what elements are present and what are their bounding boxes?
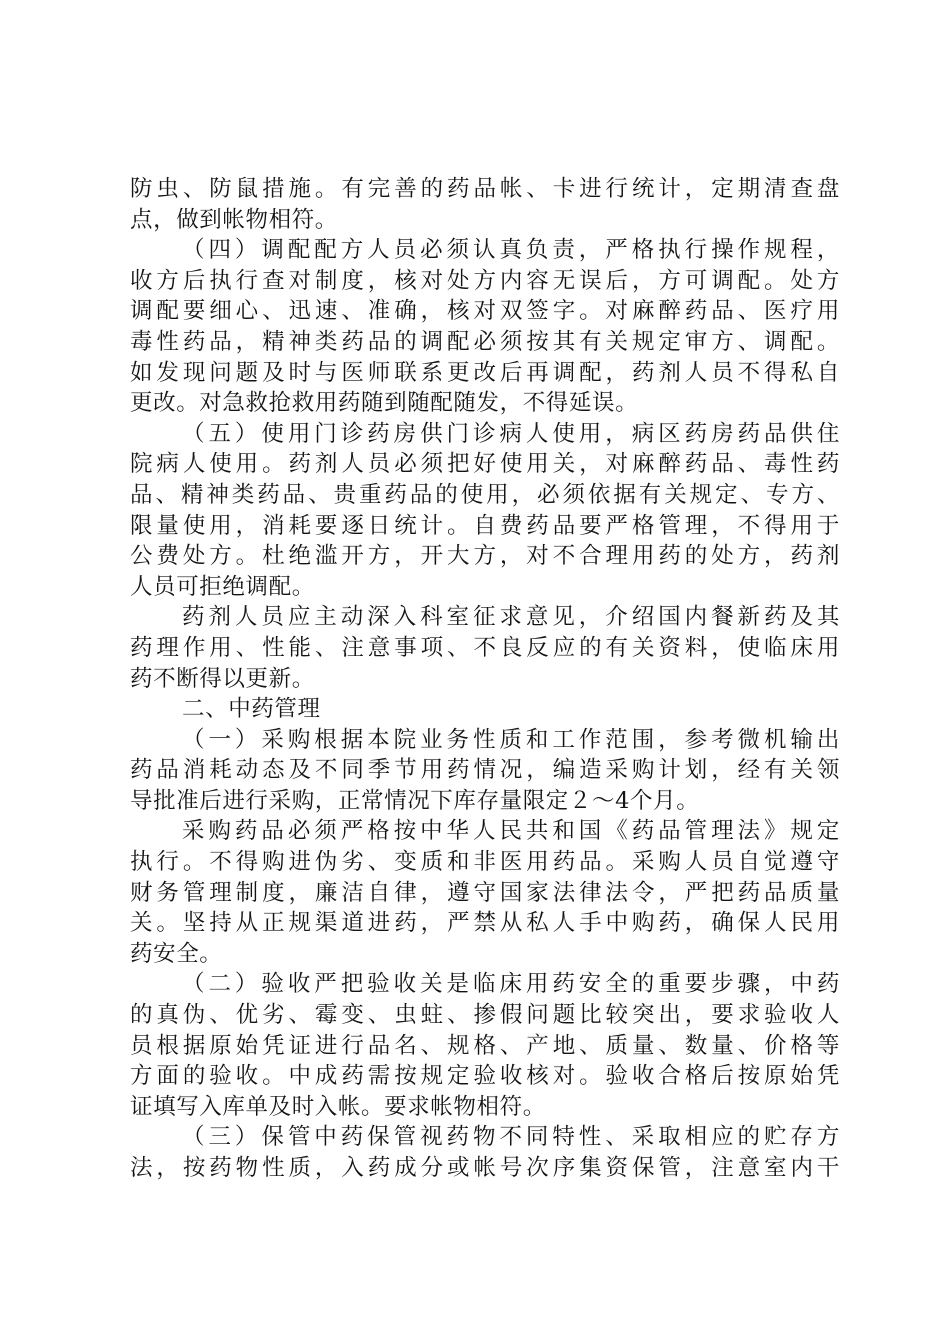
text-line: 药品消耗动态及不同季节用药情况，编造采购计划，经有关领 (130, 757, 840, 784)
paragraph (130, 235, 840, 419)
text-line: 员根据原始凭证进行品名、规格、产地、质量、数量、价格等 (130, 1032, 840, 1059)
text-line: 证填写入库单及时入帐。要求帐物相符。 (130, 1093, 546, 1120)
text-line: 执行。不得购进伪劣、变质和非医用药品。采购人员自觉遵守 (130, 849, 840, 876)
text-line: 的真伪、优劣、霉变、虫蛀、掺假问题比较突出，要求验收人 (130, 1002, 840, 1029)
text-line: 品、精神类药品、贵重药品的使用，必须依据有关规定、专方、 (130, 481, 840, 508)
text-line: 公费处方。杜绝滥开方，开大方，对不合理用药的处方，药剂 (130, 543, 840, 570)
text-line: （一）采购根据本院业务性质和工作范围，参考微机输出 (182, 726, 840, 753)
paragraph (130, 174, 840, 235)
paragraph (130, 694, 840, 725)
paragraph (130, 1122, 840, 1183)
text-line: 调配要细心、迅速、准确，核对双签字。对麻醉药品、医疗用 (130, 298, 840, 325)
text-line: 药安全。 (130, 940, 223, 967)
text-line: 方面的验收。中成药需按规定验收核对。验收合格后按原始凭 (130, 1063, 840, 1090)
text-line: 关。坚持从正规渠道进药，严禁从私人手中购药，确保人民用 (130, 910, 840, 937)
text-line: 限量使用，消耗要逐日统计。自费药品要严格管理，不得用于 (130, 512, 840, 539)
text-line: 药理作用、性能、注意事项、不良反应的有关资料，使临床用 (130, 634, 840, 661)
text-line: 财务管理制度，廉洁自律，遵守国家法律法令，严把药品质量 (130, 879, 840, 906)
text-line: （三）保管中药保管视药物不同特性、采取相应的贮存方 (182, 1124, 840, 1151)
text-line: （四）调配配方人员必须认真负责，严格执行操作规程， (182, 237, 840, 264)
text-line: 导批准后进行采购，正常情况下库存量限定２～4个月。 (130, 787, 700, 814)
text-line: 药不断得以更新。 (130, 665, 315, 692)
paragraph (130, 969, 840, 1122)
text-line: 防虫、防鼠措施。有完善的药品帐、卡进行统计，定期清查盘 (130, 176, 840, 202)
paragraph (130, 602, 840, 694)
text-line: 法，按药物性质，入药成分或帐号次序集资保管，注意室内干 (130, 1155, 840, 1181)
text-line: 二、中药管理 (182, 696, 321, 723)
text-line: 如发现问题及时与医师联系更改后再调配，药剂人员不得私自 (130, 359, 840, 386)
document-body (130, 174, 840, 1184)
text-line: （二）验收严把验收关是临床用药安全的重要步骤，中药 (182, 971, 840, 998)
text-line: 人员可拒绝调配。 (130, 573, 315, 600)
text-line: （五）使用门诊药房供门诊病人使用，病区药房药品供住 (182, 420, 840, 447)
paragraph (130, 816, 840, 969)
text-line: 药剂人员应主动深入科室征求意见，介绍国内餐新药及其 (182, 604, 840, 631)
paragraph (130, 725, 840, 817)
text-line: 采购药品必须严格按中华人民共和国《药品管理法》规定 (182, 818, 840, 845)
text-line: 收方后执行查对制度，核对处方内容无误后，方可调配。处方 (130, 267, 840, 294)
text-line: 更改。对急救抢救用药随到随配随发，不得延误。 (130, 390, 639, 417)
paragraph (130, 419, 840, 603)
text-line: 院病人使用。药剂人员必须把好使用关，对麻醉药品、毒性药 (130, 451, 840, 478)
text-line: 点，做到帐物相符。 (130, 206, 338, 233)
text-line: 毒性药品，精神类药品的调配必须按其有关规定审方、调配。 (130, 328, 840, 355)
